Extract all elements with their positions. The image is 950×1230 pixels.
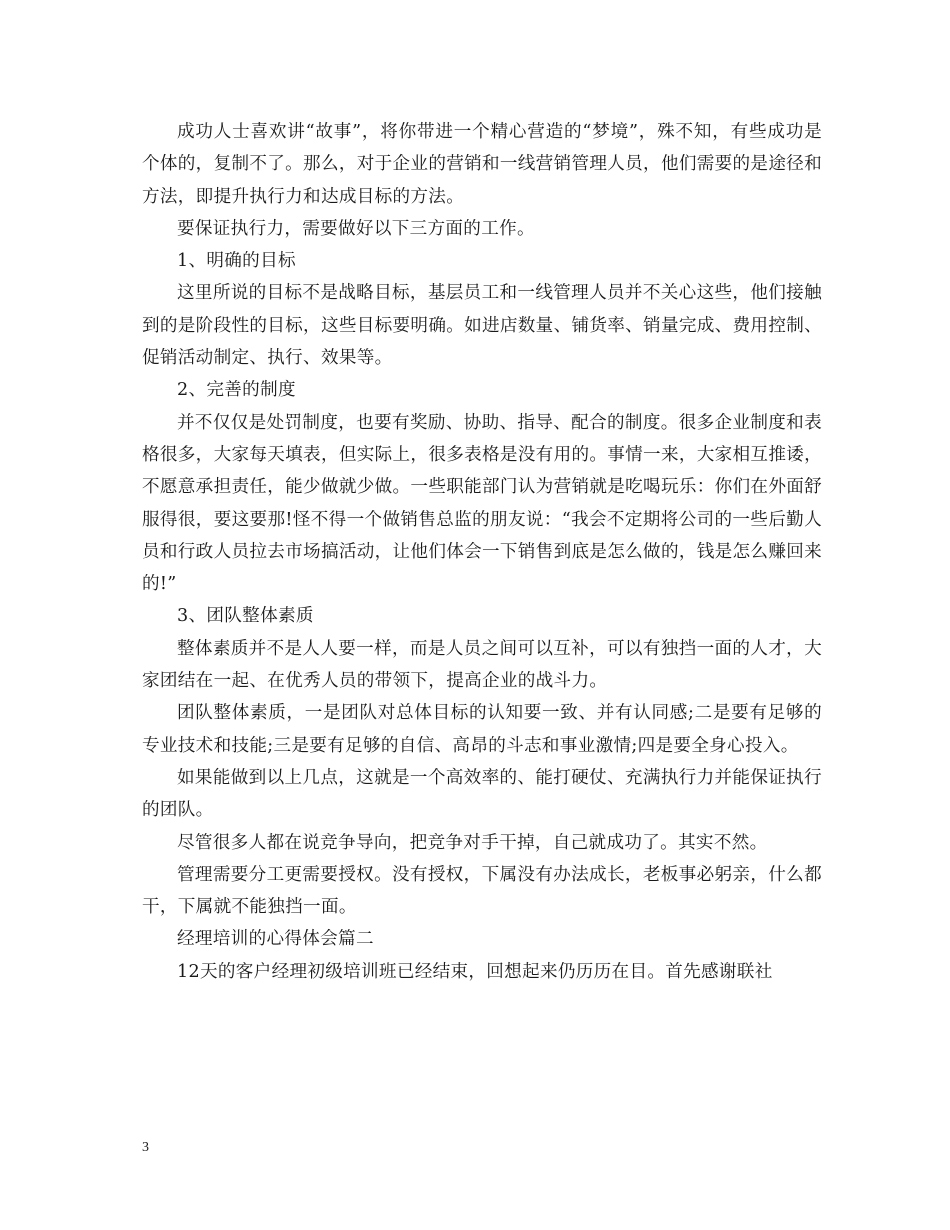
heading-clear-goals: 1、明确的目标 [177, 251, 296, 272]
paragraph-team-quality: 团队整体素质，一是团队对总体目标的认知要一致、并有认同感;二是要有足够的专业技术和技能;三是要有足够的自信、高昂的斗志和事业激情;四是要全身心投入。 [142, 703, 822, 756]
paragraph-efficient-team: 如果能做到以上几点，这就是一个高效率的、能打硬仗、充满执行力并能保证执行的团队。 [142, 767, 822, 821]
paragraph-three-aspects: 要保证执行力，需要做好以下三方面的工作。 [177, 218, 535, 239]
heading-part-two: 经理培训的心得体会篇二 [177, 929, 374, 950]
heading-team-quality: 3、团队整体素质 [177, 606, 314, 627]
paragraph-system: 并不仅仅是处罚制度，也要有奖励、协助、指导、配合的制度。很多企业制度和表格很多，大家每天填表，但实际上，很多表格是没有用的。事情一来，大家相互推诿，不愿意承担责任，能少做就少做。一些职能部门认为营销就是吃喝玩乐：你们在外面舒服得很，要这要那!怪不得一个做销售总监的朋友说：“我会不定期将公司的一些后勤人员和行政人员拉去市场搞活动，让他们体会一下销售到底是怎么做的，钱是怎么赚回来的!” [142, 412, 822, 595]
paragraph-competition: 尽管很多人都在说竞争导向，把竞争对手干掉，自己就成功了。其实不然。 [177, 832, 768, 853]
document-body [142, 116, 822, 988]
paragraph-team-complement: 整体素质并不是人人要一样，而是人员之间可以互补，可以有独挡一面的人才，大家团结在一起、在优秀人员的带领下，提高企业的战斗力。 [142, 638, 822, 692]
paragraph-goals: 这里所说的目标不是战略目标，基层员工和一线管理人员并不关心这些，他们接触到的是阶段性的目标，这些目标要明确。如进店数量、铺货率、销量完成、费用控制、促销活动制定、执行、效果等。 [142, 283, 822, 369]
paragraph-training-intro: 12天的客户经理初级培训班已经结束，回想起来仍历历在目。首先感谢联社 [177, 961, 773, 982]
heading-complete-system: 2、完善的制度 [177, 380, 296, 401]
page-number: 3 [142, 1140, 149, 1155]
paragraph-authorization: 管理需要分工更需要授权。没有授权，下属没有办法成长，老板事必躬亲，什么都干，下属就不能独挡一面。 [142, 864, 822, 918]
paragraph-intro: 成功人士喜欢讲“故事”，将你带进一个精心营造的“梦境”，殊不知，有些成功是个体的，复制不了。那么，对于企业的营销和一线营销管理人员，他们需要的是途径和方法，即提升执行力和达成目标的方法。 [142, 122, 822, 207]
